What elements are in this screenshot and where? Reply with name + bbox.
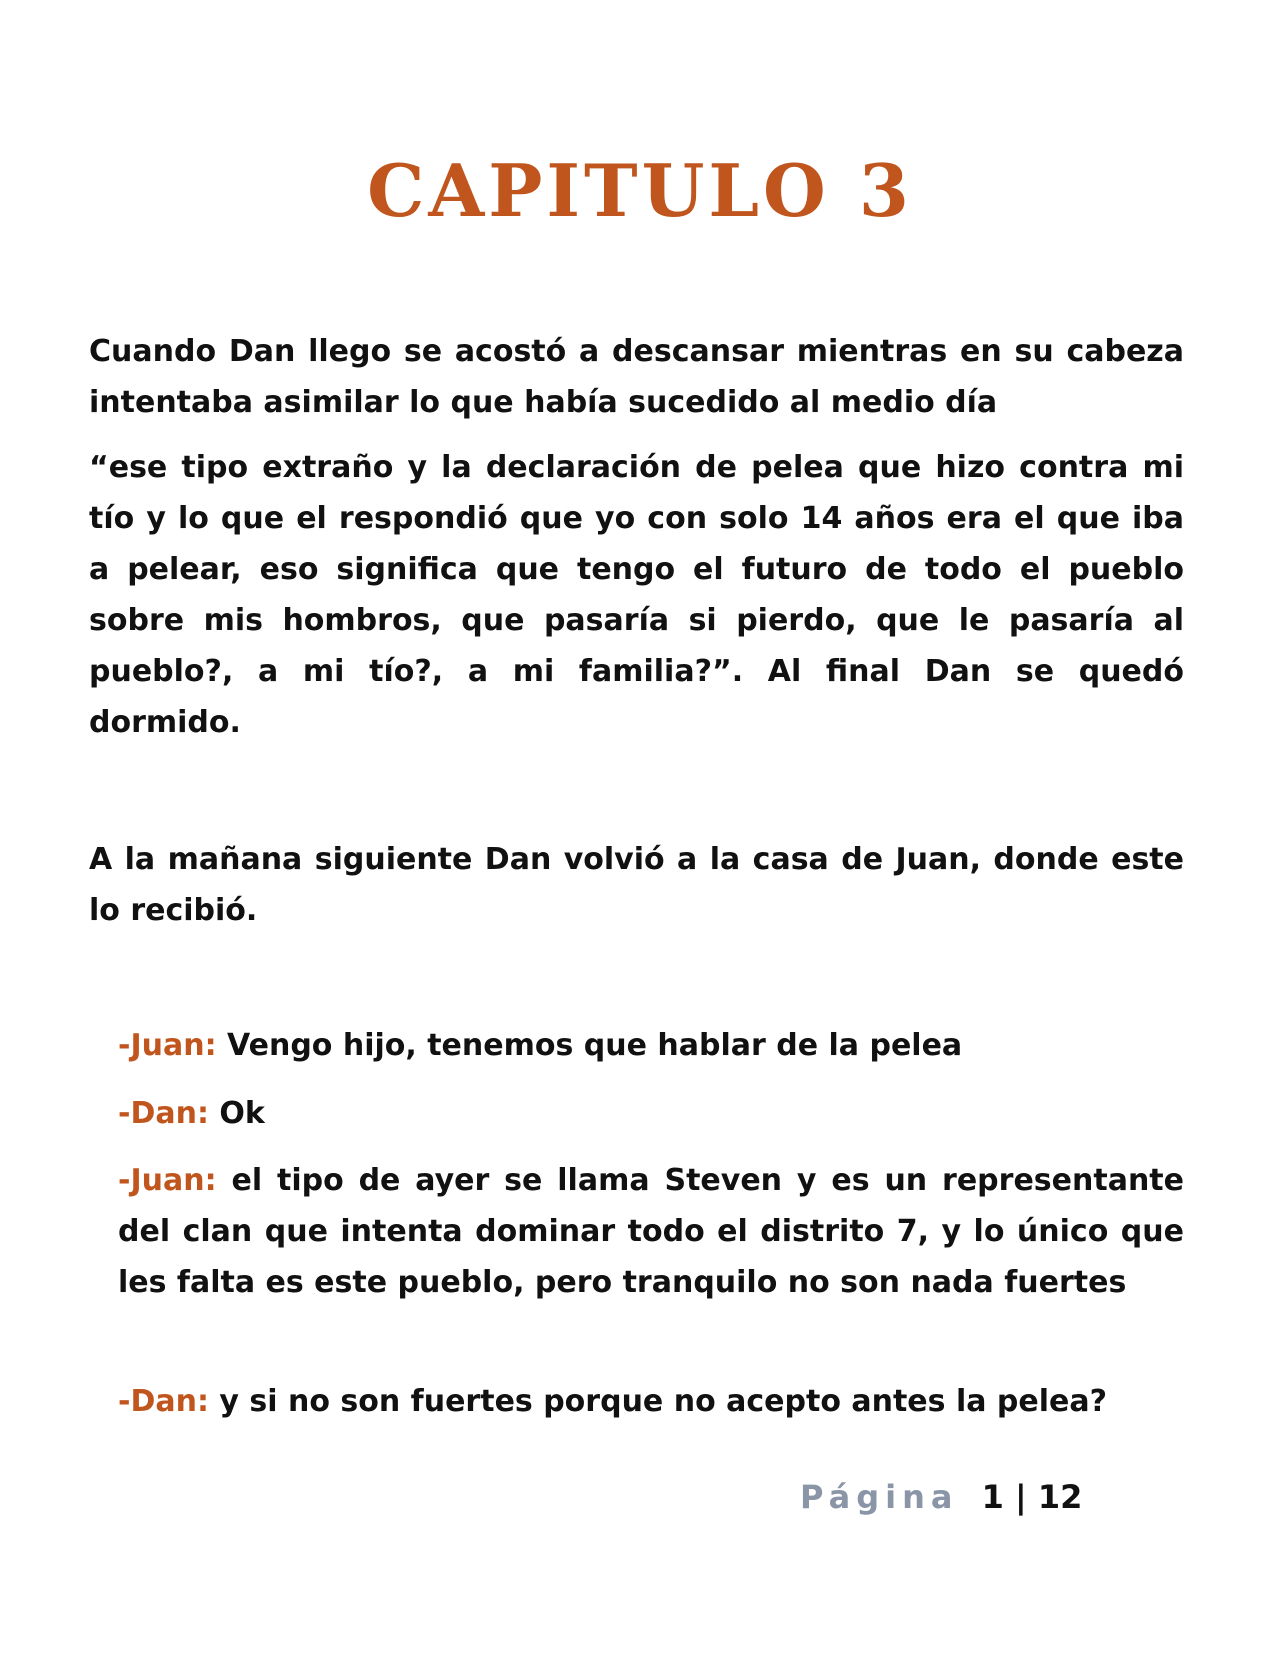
dialogue-text: Ok [219, 1096, 265, 1131]
paragraph-3: A la mañana siguiente Dan volvió a la casa de Juan, donde este lo recibió. [89, 842, 1184, 928]
page-number: 1 [981, 1478, 1004, 1516]
dialogue-line-2 [118, 1088, 1184, 1139]
page-label: Página [800, 1478, 959, 1516]
dialogue-text: y si no son fuertes porque no acepto antes la pelea? [219, 1384, 1108, 1419]
speaker-label: -Juan: [118, 1028, 217, 1063]
speaker-label: -Juan: [118, 1163, 217, 1198]
paragraph-1: Cuando Dan llego se acostó a descansar mientras en su cabeza intentaba asimilar lo que había sucedido al medio día [89, 334, 1184, 420]
speaker-label: -Dan: [118, 1384, 209, 1419]
dialogue-text: el tipo de ayer se llama Steven y es un representante del clan que intenta dominar todo el distrito 7, y lo único que les falta es este pueblo, pero tranquilo no son nada fuertes [118, 1163, 1184, 1300]
dialogue-text: Vengo hijo, tenemos que hablar de la pelea [227, 1028, 963, 1063]
dialogue-line-1 [118, 1020, 1184, 1071]
dialogue-line-3 [118, 1155, 1184, 1308]
page-footer [800, 1478, 1082, 1516]
page-separator: | [1014, 1478, 1027, 1516]
chapter-title: CAPITULO 3 [367, 148, 913, 233]
speaker-label: -Dan: [118, 1096, 209, 1131]
dialogue-line-4 [118, 1376, 1184, 1427]
paragraph-2: “ese tipo extraño y la declaración de pelea que hizo contra mi tío y lo que el respondió que yo con solo 14 años era el que iba a pelear, eso significa que tengo el futuro de todo el pueblo sobre mis hombros, que pasaría si pierdo, que le pasaría al pueblo?, a mi tío?, a mi familia?”. Al final Dan se quedó dormido. [89, 450, 1184, 740]
page-total: 12 [1037, 1478, 1083, 1516]
